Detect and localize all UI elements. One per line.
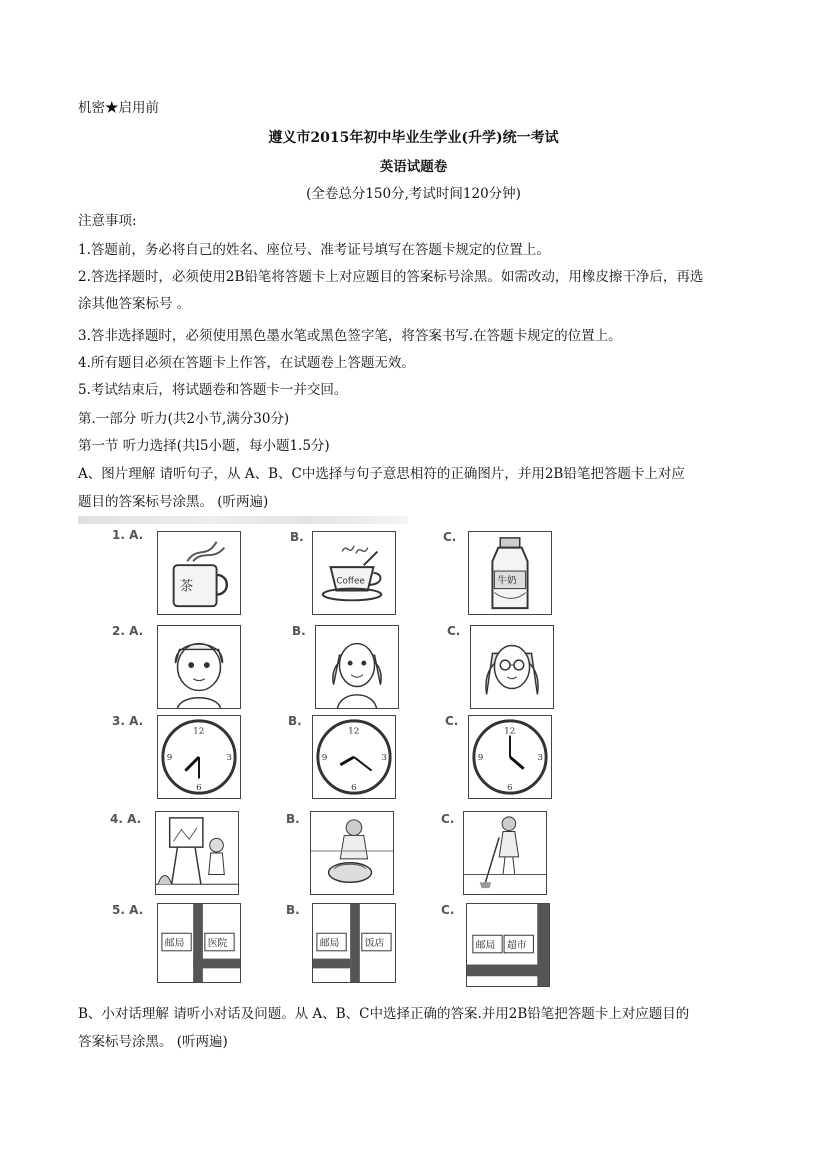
partB-instructions: B、小对话理解 请听小对话及问题。从 A、B、C中选择正确的答案.并用2B铅笔把答题卡上对应题目的 (78, 1006, 690, 1022)
partA-instructions: A、图片理解 请听句子，从 A、B、C中选择与句子意思相符的正确图片，并用2B铅笔把答题卡上对应 (78, 466, 685, 482)
q4-option-c-label: C. (441, 812, 455, 826)
q4-option-a-label: 4. A. (110, 812, 142, 826)
q3-option-b-label: B. (288, 714, 302, 728)
girl-sweeping-picture (463, 811, 547, 895)
map-post-office-supermarket (466, 903, 550, 987)
svg-text:6: 6 (351, 783, 357, 794)
svg-text:12: 12 (348, 726, 360, 737)
hospital-label: 医院 (207, 937, 228, 949)
svg-text:6: 6 (507, 783, 513, 794)
svg-text:3: 3 (226, 752, 232, 763)
note-item: 5.考试结束后，将试题卷和答题卡一并交回。 (78, 382, 348, 398)
post-office-label: 邮局 (164, 937, 185, 949)
svg-text:9: 9 (477, 752, 484, 763)
milk-label: 牛奶 (497, 575, 517, 587)
part1-heading: 第.一部分 听力(共2小节,满分30分) (78, 411, 290, 427)
q1-option-a-label: 1. A. (112, 528, 144, 542)
partB-instructions-2: 答案标号涂黑。 (听两遍) (78, 1034, 228, 1050)
girl-glasses-picture (470, 625, 554, 709)
q4-option-b-label: B. (286, 812, 300, 826)
q5-option-b-label: B. (286, 903, 300, 917)
note-item: 2.答选择题时，必须使用2B铅笔将答题卡上对应题目的答案标号涂黑。如需改动，用橡皮擦干净后，再选 (78, 269, 704, 285)
svg-text:9: 9 (166, 752, 173, 763)
restaurant-label: 饭店 (364, 937, 385, 949)
map-post-office-hospital (157, 903, 241, 983)
post-office-label: 邮局 (319, 937, 340, 949)
tea-cup-picture (157, 531, 241, 615)
svg-text:12: 12 (193, 726, 205, 737)
exam-title: 遵义市2015年初中毕业生学业(升学)统一考试 (268, 130, 559, 146)
svg-text:6: 6 (196, 783, 202, 794)
svg-text:3: 3 (381, 752, 387, 763)
section1-heading: 第一节 听力选择(共l5小题，每小题1.5分) (78, 438, 330, 454)
note-item: 3.答非选择题时，必须使用黑色墨水笔或黑色签字笔，将答案书写.在答题卡规定的位置上。 (78, 328, 622, 344)
q5-option-c-label: C. (441, 903, 455, 917)
clock-picture (312, 715, 396, 799)
note-item: 4.所有题目必须在答题卡上作答，在试题卷上答题无效。 (78, 355, 415, 371)
secret-mark: 机密★启用前 (78, 100, 159, 116)
girl-washing-picture (310, 811, 394, 895)
q2-option-a-label: 2. A. (112, 624, 144, 638)
svg-text:9: 9 (321, 752, 328, 763)
scan-artifact (78, 516, 408, 524)
boy-face-picture (157, 625, 241, 709)
coffee-label: Coffee (336, 576, 365, 587)
partA-instructions-2: 题目的答案标号涂黑。 (听两遍) (78, 494, 269, 510)
tea-label: 茶 (179, 578, 194, 595)
exam-subtitle: 英语试题卷 (379, 159, 448, 175)
clock-picture (157, 715, 241, 799)
svg-text:12: 12 (504, 726, 516, 737)
q5-option-a-label: 5. A. (112, 903, 144, 917)
girl-painting-picture (155, 811, 239, 895)
post-office-label: 邮局 (475, 939, 496, 951)
girl-long-hair-picture (315, 625, 399, 709)
q2-option-b-label: B. (292, 624, 306, 638)
q2-option-c-label: C. (447, 624, 461, 638)
map-post-office-restaurant (312, 903, 396, 983)
supermarket-label: 超市 (507, 939, 527, 951)
q1-option-c-label: C. (443, 530, 457, 544)
note-item: 涂其他答案标号 。 (78, 296, 191, 312)
coffee-cup-picture (312, 531, 396, 615)
notes-heading: 注意事项: (78, 213, 137, 229)
note-item: 1.答题前，务必将自己的姓名、座位号、准考证号填写在答题卡规定的位置上。 (78, 242, 550, 258)
q3-option-c-label: C. (445, 714, 459, 728)
q3-option-a-label: 3. A. (112, 714, 144, 728)
clock-picture (468, 715, 552, 799)
milk-bottle-picture (468, 531, 552, 615)
exam-info: (全卷总分150分,考试时间120分钟) (306, 186, 521, 202)
svg-text:3: 3 (537, 752, 543, 763)
q1-option-b-label: B. (290, 530, 304, 544)
